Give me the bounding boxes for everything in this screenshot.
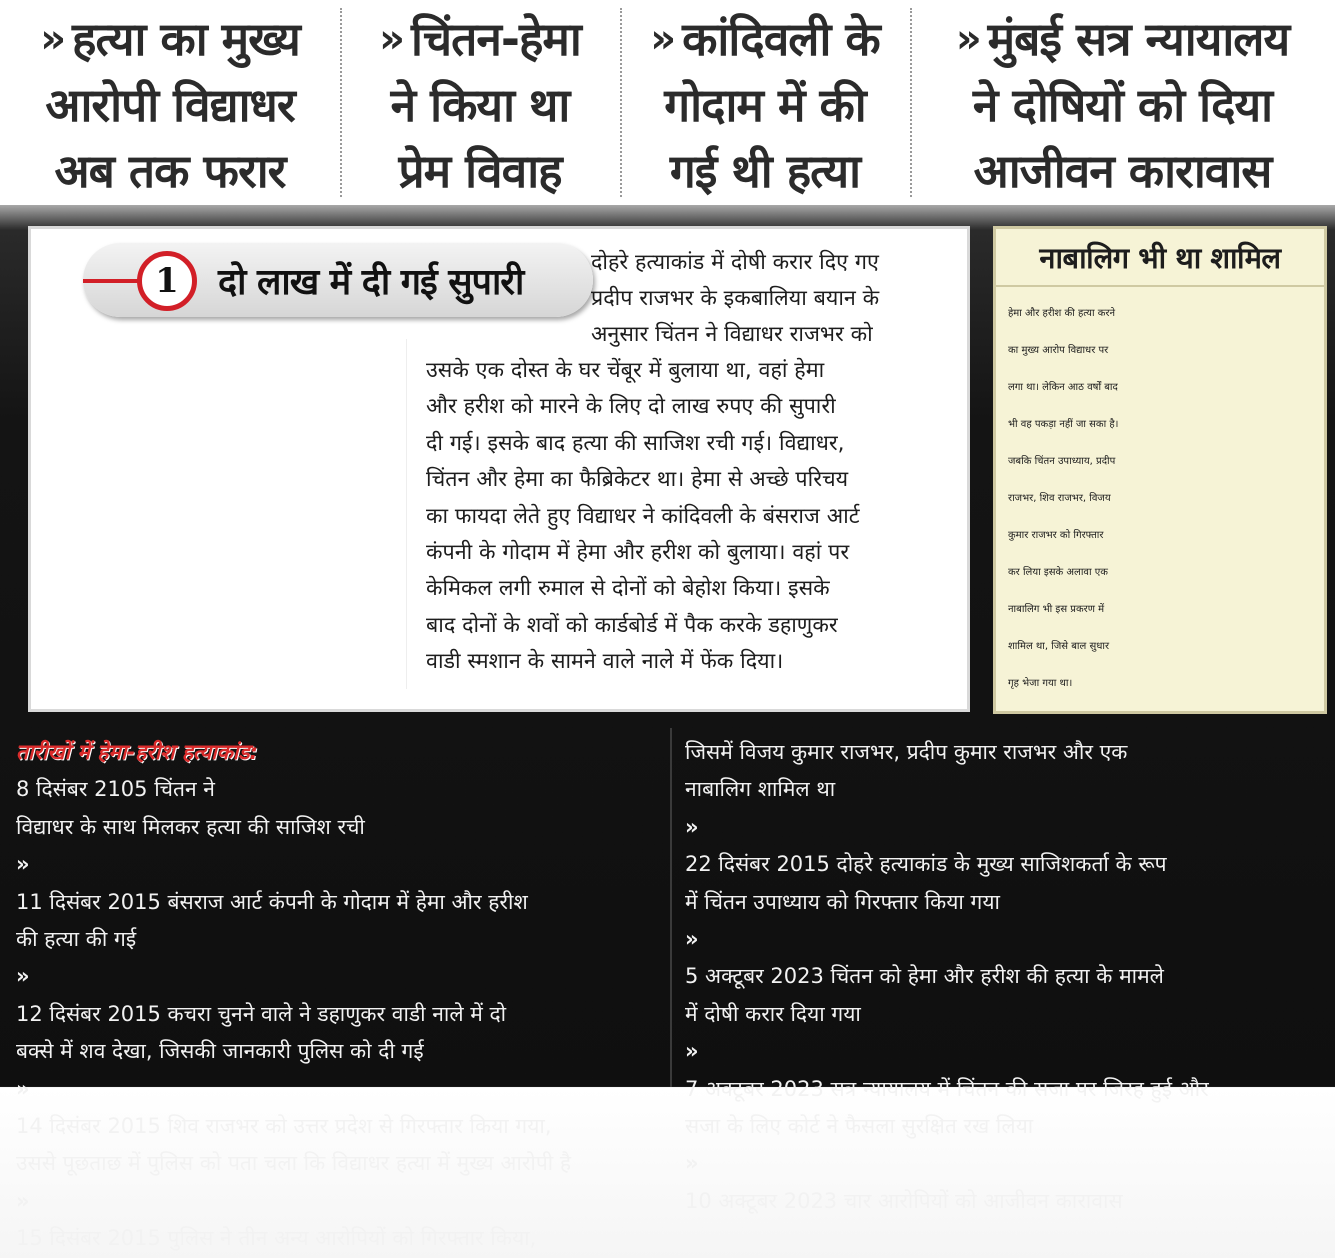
blank-photo-area (41, 339, 407, 689)
story-line: का फायदा लेते हुए विद्याधर ने कांदिवली के बंसराज आर्ट (426, 503, 860, 529)
headline-3-line-2: गोदाम में की (664, 78, 866, 132)
timeline-text: उससे पूछताछ में पुलिस को पता चला कि विद्याधर हत्या में मुख्य आरोपी है (16, 1151, 572, 1176)
timeline-text: 22 दिसंबर 2015 दोहरे हत्याकांड के मुख्य साजिशकर्ता के रूप (685, 852, 1167, 877)
chevron-icon: » (16, 1188, 26, 1213)
timeline-left-column (16, 734, 661, 1258)
headline-4 (910, 0, 1335, 205)
side-line: भी वह पकड़ा नहीं जा सका है। (1008, 419, 1119, 430)
timeline-text: बक्से में शव देखा, जिसकी जानकारी पुलिस को दी गई (16, 1039, 424, 1064)
timeline-text: 15 दिसंबर 2015 पुलिस ने तीन अन्य आरोपियों को गिरफ्तार किया, (16, 1226, 537, 1251)
timeline-first-line (16, 734, 661, 809)
story-line: दी गई। इसके बाद हत्या की साजिश रची गई। विद्याधर, (426, 430, 845, 456)
timeline-line (685, 734, 1325, 771)
headline-4-line-2: ने दोषियों को दिया (972, 78, 1273, 132)
headline-divider (340, 8, 342, 197)
headline-3-line-1: कांदिवली के (682, 12, 880, 66)
timeline-text: 12 दिसंबर 2015 कचरा चुनने वाले ने डहाणुकर वाडी नाले में दो (16, 1001, 507, 1026)
headline-2-line-1: चिंतन-हेमा (411, 12, 581, 66)
story-intro (591, 245, 961, 353)
chevron-icon: » (16, 964, 26, 989)
chevron-icon: » (955, 16, 974, 62)
timeline-text: में चिंतन उपाध्याय को गिरफ्तार किया गया (685, 889, 1000, 914)
timeline-line (16, 1145, 661, 1182)
timeline-text: नाबालिग शामिल था (685, 777, 836, 802)
headline-3 (620, 0, 910, 205)
headline-1-line-1: हत्या का मुख्य (72, 12, 300, 66)
timeline-section (0, 728, 1335, 1251)
side-line: लगा था। लेकिन आठ वर्षों बाद (1008, 382, 1118, 393)
story-line: बाद दोनों के शवों को कार्डबोर्ड में पैक करके डहाणुकर (426, 612, 838, 638)
side-story-title: नाबालिग भी था शामिल (996, 229, 1324, 287)
side-line: हेमा और हरीश की हत्या करने (1008, 308, 1116, 319)
headline-3-line-3: गई थी हत्या (669, 144, 861, 198)
story-line: दोहरे हत्याकांड में दोषी करार दिए गए (591, 250, 879, 275)
headline-strip (0, 0, 1335, 205)
timeline-text: जिसमें विजय कुमार राजभर, प्रदीप कुमार राजभर और एक (685, 740, 1128, 764)
side-story-box (993, 226, 1327, 714)
timeline-first-entry: 8 दिसंबर 2105 चिंतन ने (16, 777, 215, 802)
story-line: और हरीश को मारने के लिए दो लाख रुपए की सुपारी (426, 394, 836, 420)
headline-1 (0, 0, 340, 205)
headline-2-line-3: प्रेम विवाह (398, 144, 562, 198)
chevron-icon: » (16, 1076, 26, 1101)
timeline-text: 7 अक्टूबर 2023 सत्र न्यायालय में चिंतन की सजा पर जिरह हुई और (685, 1076, 1209, 1101)
timeline-divider (670, 728, 672, 1087)
side-line: जबकि चिंतन उपाध्याय, प्रदीप (1008, 456, 1116, 467)
story-line: कंपनी के गोदाम में हेमा और हरीश को बुलाया। वहां पर (426, 540, 850, 566)
timeline-text: 10 अक्टूबर 2023 चार आरोपियों को आजीवन कारावास (685, 1188, 1123, 1213)
headline-2-line-2: ने किया था (390, 78, 570, 132)
timeline-line (16, 1033, 661, 1070)
timeline-line (685, 771, 1325, 808)
story-line: चिंतन और हेमा का फैब्रिकेटर था। हेमा से अच्छे परिचय (426, 467, 849, 493)
timeline-text: 5 अक्टूबर 2023 चिंतन को हेमा और हरीश की हत्या के मामले (685, 964, 1164, 989)
timeline-text: में दोषी करार दिया गया (685, 1001, 861, 1026)
main-story-box (28, 226, 970, 712)
chevron-icon: » (379, 16, 397, 62)
story-line: केमिकल लगी रुमाल से दोनों को बेहोश किया। इसके (426, 576, 830, 602)
timeline-line (16, 809, 661, 846)
timeline-line (685, 884, 1325, 921)
timeline-line (16, 1071, 661, 1146)
side-line: गृह भेजा गया था। (1008, 678, 1073, 689)
timeline-text: 11 दिसंबर 2015 बंसराज आर्ट कंपनी के गोदाम में हेमा और हरीश (16, 889, 528, 914)
side-line: का मुख्य आरोप विद्याधर पर (1008, 345, 1109, 356)
timeline-line (685, 996, 1325, 1033)
side-story-text (1008, 295, 1324, 702)
story-title: दो लाख में दी गई सुपारी (218, 261, 524, 303)
timeline-text: 14 दिसंबर 2015 शिव राजभर को उत्तर प्रदेश से गिरफ्तार किया गया, (16, 1114, 552, 1139)
timeline-line (16, 958, 661, 1033)
story-line: प्रदीप राजभर के इकबालिया बयान के (591, 286, 880, 311)
headline-1-line-2: आरोपी विद्याधर (45, 78, 295, 132)
timeline-text: सजा के लिए कोर्ट ने फैसला सुरक्षित रख लिया (685, 1114, 1034, 1139)
story-body (426, 353, 966, 681)
chevron-icon: » (685, 1151, 695, 1176)
side-line: नाबालिग भी इस प्रकरण में (1008, 604, 1105, 615)
chevron-icon: » (650, 16, 669, 62)
story-title-badge (83, 243, 593, 317)
chevron-icon: » (40, 16, 59, 62)
timeline-text: विद्याधर के साथ मिलकर हत्या की साजिश रची (16, 814, 365, 839)
timeline-line (685, 1033, 1325, 1108)
timeline-line (16, 921, 661, 958)
side-line: राजभर, शिव राजभर, विजय (1008, 493, 1111, 504)
timeline-right-column (685, 734, 1325, 1220)
side-line: शामिल था, जिसे बाल सुधार (1008, 641, 1110, 652)
chevron-icon: » (685, 1039, 695, 1064)
headline-4-line-1: मुंबई सत्र न्यायालय (987, 12, 1290, 66)
story-line: वाडी स्मशान के सामने वाले नाले में फेंक दिया। (426, 649, 784, 675)
story-line: अनुसार चिंतन ने विद्याधर राजभर को (591, 322, 873, 347)
headline-2 (340, 0, 620, 205)
timeline-text: की हत्या की गई (16, 927, 137, 952)
timeline-label: तारीखों में हेमा-हरीश हत्याकांड: (16, 740, 258, 764)
timeline-line (16, 1183, 661, 1258)
story-line: उसके एक दोस्त के घर चेंबूर में बुलाया था, वहां हेमा (426, 358, 825, 383)
headline-4-line-3: आजीवन कारावास (973, 144, 1272, 198)
headline-1-line-3: अब तक फरार (54, 144, 286, 198)
side-line: कर लिया इसके अलावा एक (1008, 567, 1108, 578)
chevron-icon: » (16, 852, 26, 877)
timeline-line (685, 1145, 1325, 1220)
timeline-line (685, 809, 1325, 884)
timeline-line (685, 921, 1325, 996)
chevron-icon: » (685, 927, 695, 952)
side-line: कुमार राजभर को गिरफ्तार (1008, 530, 1104, 541)
headline-divider (910, 8, 912, 197)
chevron-icon: » (685, 814, 695, 839)
timeline-line (685, 1108, 1325, 1145)
story-number: 1 (137, 251, 197, 311)
headline-divider (620, 8, 622, 197)
timeline-line (16, 846, 661, 921)
